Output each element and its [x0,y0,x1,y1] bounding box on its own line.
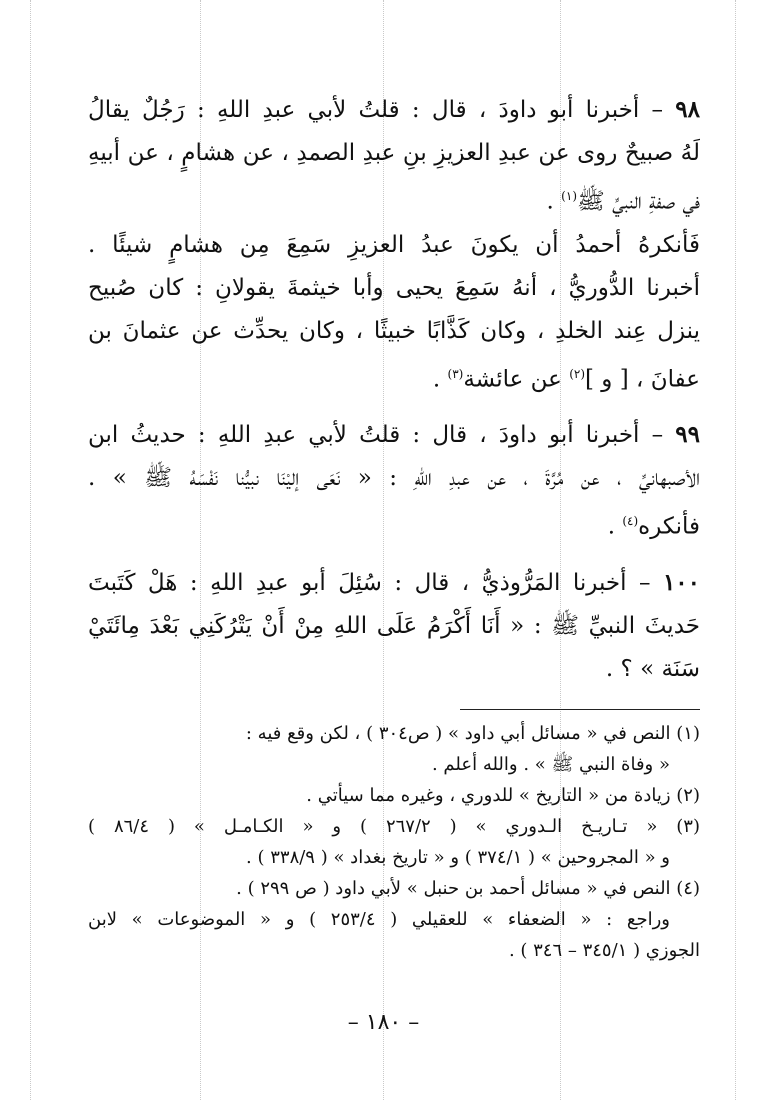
footnote: و « المجروحين » ( ٣٧٤/١ ) و « تاريخ بغداد » ( ٣٣٨/٩ ) . [246,846,670,868]
entry-number: ١٠٠ [662,568,700,596]
entry-number: ٩٩ [675,421,700,449]
footnote: « وفاة النبي ﷺ » . والله أعلم . [431,753,670,775]
footnote-ref[interactable]: (٣) [447,366,464,381]
footnote: (٢) زيادة من « التاريخ » للدوري ، وغيره مما سيأتي . [306,784,700,806]
entry-text: عن عائشة [463,366,570,393]
entry-text: . [607,513,623,540]
entry-text: – أخبرنا أبو داودَ ، قال : قلتُ لأبي عبدِ اللهِ : رَجُلٌ يقالُ [88,97,676,123]
entry-text: فَأنكرهُ أحمدُ أن يكونَ عبدُ العزيزِ سَمِعَ مِن هشامٍ شيئًا . [88,231,700,258]
footnote: (٤) النص في « مسائل أحمد بن حنبل » لأبي داود ( ص ٢٩٩ ) . [236,877,700,899]
footnote-ref[interactable]: (٢) [569,366,586,381]
footnote: (٣) « تـاريـخ الـدوري » ( ٢٦٧/٢ ) و « الكـامـل » ( ٨٦/٤ ) [88,815,700,837]
page-body [88,88,700,966]
entry-text: . [432,366,448,393]
entry-100 [88,561,700,691]
footnotes [88,718,700,966]
page-number: – ١٨٠ – [347,1010,420,1035]
footnote-divider [460,709,700,710]
footnote-ref[interactable]: (١) [561,189,577,203]
entry-98 [88,88,700,401]
entry-text: سَنَة » ؟ . [605,655,700,682]
entry-text: – أخبرنا المَرُّوذيُّ ، قال : سُئِلَ أبو عبدِ اللهِ : هَلْ كَتَبتَ [88,569,663,596]
entry-text: الأصبهانيِّ ، عن مُرَّةَ ، عن عبدِ اللهِ : « نَعَى إليْنَا نبيُّنا نَفْسَهُ ﷺ » . [88,465,700,492]
entry-number: ٩٨ [675,96,700,123]
entry-text: . [546,188,562,215]
footnote: الجوزي ( ٣٤٥/١ – ٣٤٦ ) . [508,939,700,961]
footnote: (١) النص في « مسائل أبي داود » ( ص٣٠٤ ) ، لكن وقع فيه : [245,722,700,744]
entry-text: حَديثَ النبيِّ ﷺ : « أَنَا أَكْرَمُ عَلَى اللهِ مِنْ أَنْ يَتْرُكَنِي بَعْدَ مِائَتَيْ [88,612,700,639]
footnote: وراجع : « الضعفاء » للعقيلي ( ٢٥٣/٤ ) و « الموضوعات » لابن [88,908,670,930]
entry-text: في صفةِ النبيِّ ﷺ [577,188,700,215]
entry-text: عفانَ ، [ و ] [585,366,700,393]
entry-99 [88,413,700,549]
entry-text: ينزل عِند الخلدِ ، وكان كَذَّابًا خبيثًا ، وكان يحدِّث عن عثمانَ بن [88,317,700,344]
entry-text: أخبرنا الدُّوريُّ ، أنهُ سَمِعَ يحيى وأبا خيثمةَ يقولانِ : كان صُبيح [88,274,700,301]
entry-text: – أخبرنا أبو داودَ ، قال : قلتُ لأبي عبدِ اللهِ : حديثُ ابن [88,422,676,449]
footnote-ref[interactable]: (٤) [622,514,639,529]
entry-text: فأنكره [638,513,700,540]
entry-text: لَهُ صبيحٌ روى عن عبدِ العزيزِ بنِ عبدِ الصمدِ ، عن هشامٍ ، عن أبيهِ [88,140,700,166]
